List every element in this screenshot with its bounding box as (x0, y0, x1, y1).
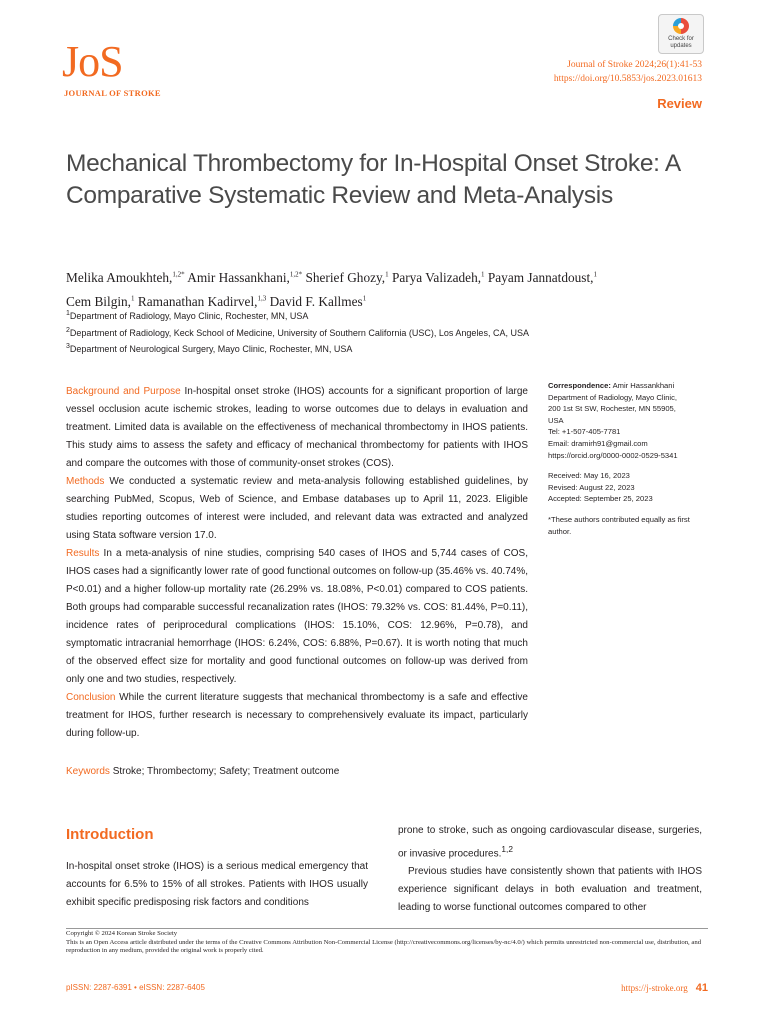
body-column-right (398, 822, 702, 917)
footer-site (621, 982, 708, 994)
received-date: Received: May 16, 2023 (548, 471, 630, 481)
correspondence-line: USA (548, 415, 564, 425)
author-list (66, 265, 706, 312)
abstract-methods: Methods We conducted a systematic review and meta-analysis following established guidelines, by searching PubMed, Scopus, Web of Science, and Embase databases up to April 11, 2023. Eligible studies reporting outcomes of interest were included, and relevant data was extracted and analyzed using Stata software version 17.0. (66, 476, 528, 541)
affiliation: $^3$Department of Neurological Surgery, Mayo Clinic, Rochester, MN, USA (66, 343, 353, 354)
check-for-updates-label: Check for updates (668, 36, 694, 49)
copyright-block (66, 930, 711, 956)
author: Amir Hassankhani,$^{1,2*}$ (187, 270, 303, 286)
body-paragraph: In-hospital onset stroke (IHOS) is a serious medical emergency that accounts for 6.5% to 15% of all strokes. Patients with IHOS usually exhibit specific predisposing risk factors and conditions (66, 861, 368, 908)
article-title: Mechanical Thrombectomy for In-Hospital Onset Stroke: A Comparative Systematic Review and Meta-Analysis (66, 150, 680, 209)
orcid-link[interactable]: https://orcid.org/0000-0002-0529-5341 (548, 450, 678, 460)
correspondence-line: 200 1st St SW, Rochester, MN 55905, (548, 404, 676, 414)
citation: Journal of Stroke 2024;26(1):41-53 (567, 60, 702, 70)
author: David F. Kallmes$^1$ (269, 293, 367, 309)
abstract (66, 383, 528, 743)
affiliation: $^2$Department of Radiology, Keck School of Medicine, University of Southern California (USC), Los Angeles, CA, USA (66, 326, 529, 338)
correspondence-email[interactable]: Email: dramirh91@gmail.com (548, 438, 648, 448)
issn: pISSN: 2287-6391 • eISSN: 2287-6405 (66, 983, 205, 992)
article-type: Review (657, 96, 702, 111)
correspondence-name: Correspondence: Amir Hassankhani (548, 381, 675, 390)
abstract-label: Conclusion (66, 692, 116, 703)
check-for-updates-badge[interactable] (658, 14, 704, 54)
keywords-label: Keywords (66, 766, 110, 777)
journal-logo: JoS (62, 37, 123, 86)
footer-divider (66, 928, 708, 929)
abstract-label: Background and Purpose (66, 386, 181, 397)
author: Melika Amoukhteh,$^{1,2*}$ (66, 270, 185, 286)
journal-citation-block (554, 58, 702, 86)
author: Ramanathan Kadirvel,$^{1,3}$ (137, 293, 267, 309)
body-column-left (66, 858, 368, 912)
affiliation-list (66, 307, 706, 357)
doi-link[interactable]: https://doi.org/10.5853/jos.2023.01613 (553, 74, 702, 84)
correspondence-sidebar (548, 380, 708, 537)
correspondence-line: Department of Radiology, Mayo Clinic, (548, 392, 678, 402)
author: Cem Bilgin,$^1$ (66, 293, 135, 309)
crossmark-icon (673, 18, 689, 34)
abstract-label: Results (66, 548, 100, 559)
revised-date: Revised: August 22, 2023 (548, 482, 635, 492)
abstract-background: Background and Purpose In-hospital onset stroke (IHOS) accounts for a significant proportion of large vessel occlusion acute ischemic strokes, leading to worse outcomes due to delays in evaluation and treatment. Limited data is available on the effectiveness of mechanical thrombectomy in IHOS patients. This study aims to assess the safety and efficacy of mechanical thrombectomy for patients with IHOS and compare the outcomes with those of community-onset strokes (COS). (66, 386, 528, 469)
affiliation: $^1$Department of Radiology, Mayo Clinic, Rochester, MN, USA (66, 310, 309, 321)
keywords-text: Stroke; Thrombectomy; Safety; Treatment outcome (112, 766, 340, 777)
license-text: This is an Open Access article distributed under the terms of the Creative Commons Attribution Non-Commercial License (http://creativecommons.org/licenses/by-nc/4.0/) which permits unrestricted non-commercial use, distribution, and reproduction in any medium, provided the original work is properly cited. (66, 938, 702, 955)
body-paragraph: Previous studies have consistently shown that patients with IHOS experience significant delays in both evaluation and treatment, leading to worse functional outcomes compared to other (398, 866, 702, 914)
journal-website-link[interactable]: https://j-stroke.org (621, 983, 688, 993)
body-paragraph: prone to stroke, such as ongoing cardiovascular disease, surgeries, or invasive procedures.$^{1,2}$ (398, 825, 702, 860)
author: Payam Jannatdoust,$^1$ (487, 270, 597, 286)
author: Sherief Ghozy,$^1$ (305, 270, 389, 286)
abstract-results: Results In a meta-analysis of nine studies, comprising 540 cases of IHOS and 5,744 cases of COS, IHOS cases had a significantly lower rate of good functional outcomes on follow-up (35.46% vs. 40.74%, P<0.01) and a higher follow-up mortality rate (26.29% vs. 18.08%, P<0.01) compared to COS patients. Both groups had comparable successful recanalization rates (IHOS: 79.32% vs. COS: 81.44%, P=0.11), incidence rates of periprocedural complications (IHOS: 15.10%, COS: 12.96%, P=0.78), and symptomatic intracranial hemorrhage (IHOS: 6.24%, COS: 6.88%, P=0.67). It is worth noting that much of the observed effect size for mortality and good functional outcomes on follow-up was derived from only one and two studies, respectively. (66, 548, 529, 685)
journal-logo-subtitle: JOURNAL OF STROKE (64, 88, 161, 98)
correspondence-phone: Tel: +1-507-405-7781 (548, 427, 621, 437)
author: Parya Valizadeh,$^1$ (391, 270, 485, 286)
section-heading-introduction: Introduction (66, 826, 154, 843)
equal-contribution-note: *These authors contributed equally as first author. (548, 514, 690, 536)
abstract-label: Methods (66, 476, 105, 487)
accepted-date: Accepted: September 25, 2023 (548, 494, 653, 504)
copyright-line: Copyright © 2024 Korean Stroke Society (66, 930, 178, 937)
page-number: 41 (695, 982, 708, 994)
keywords (66, 764, 528, 780)
abstract-conclusion: Conclusion While the current literature suggests that mechanical thrombectomy is a safe and effective treatment for IHOS, further research is necessary to comprehensively evaluate its impact, particularly during follow-up. (66, 692, 528, 739)
